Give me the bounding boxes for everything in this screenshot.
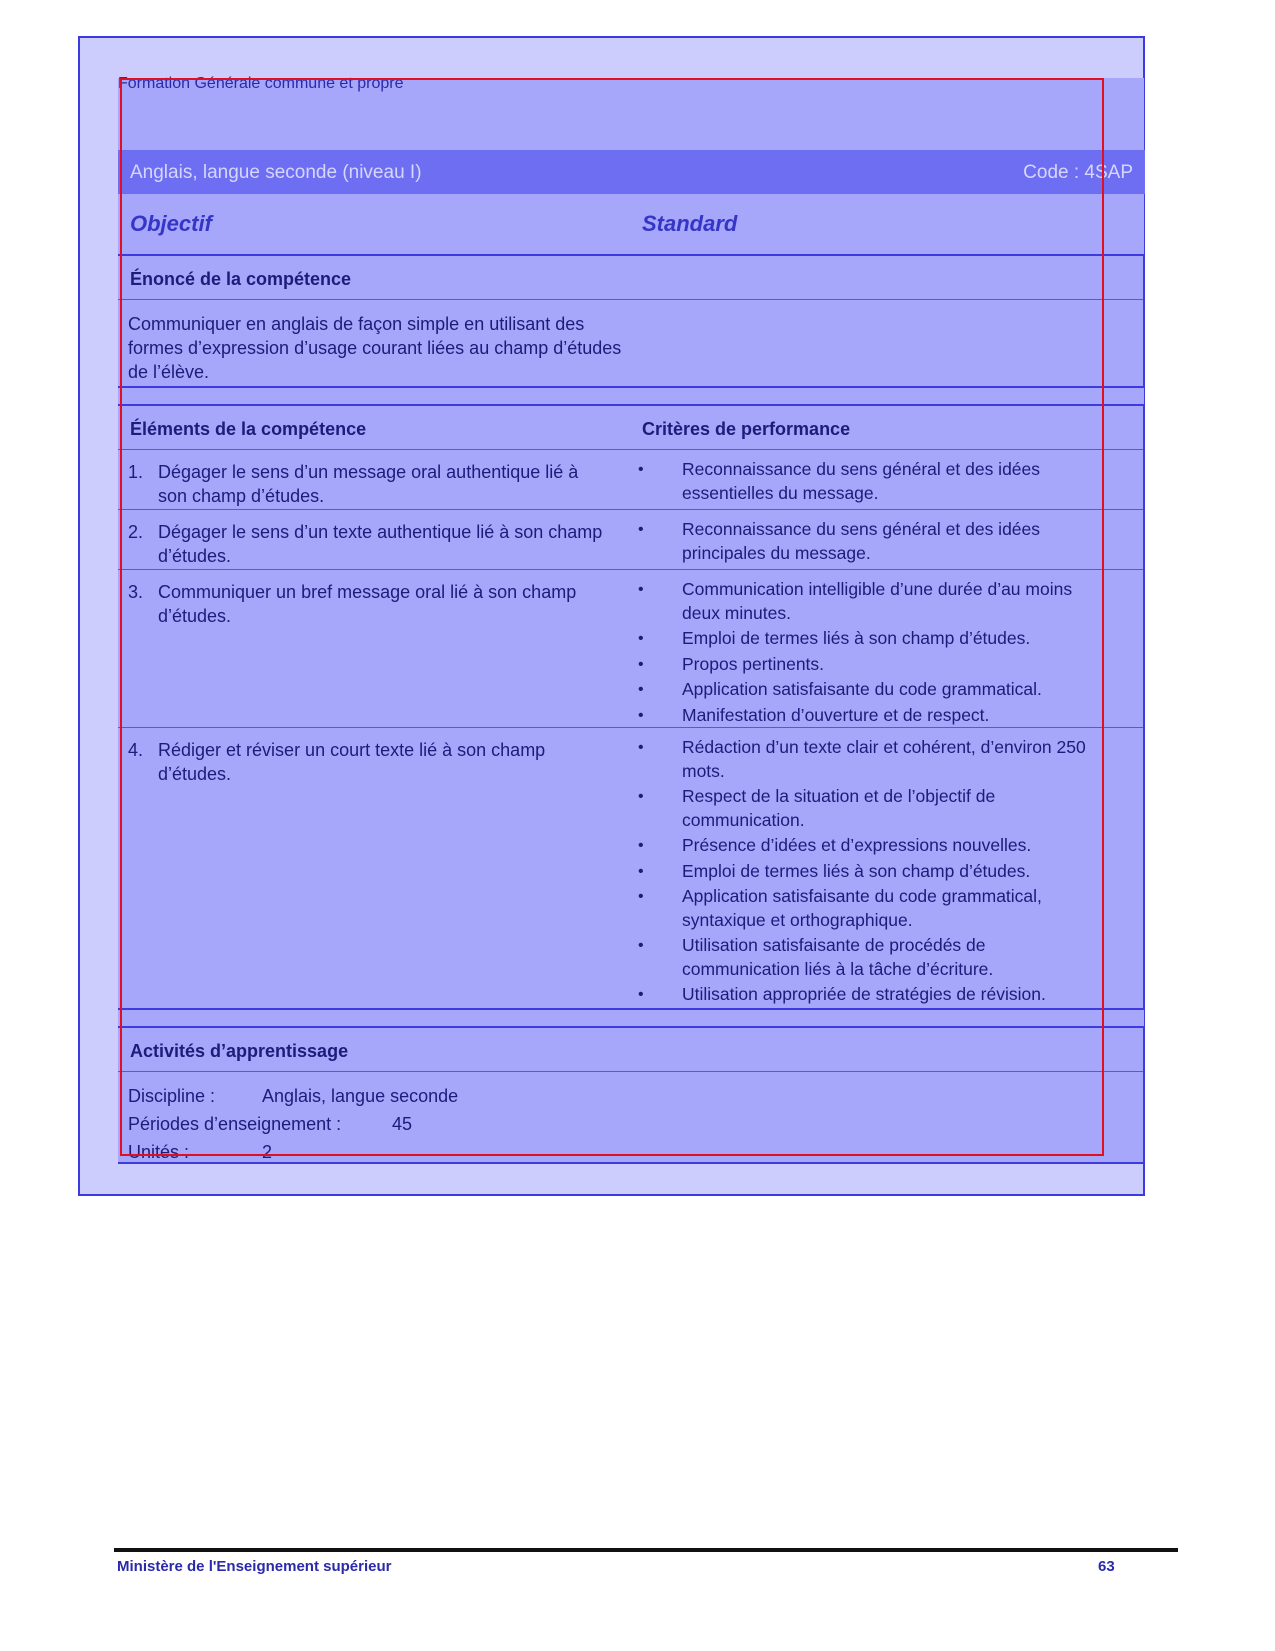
course-title-bar [118, 150, 1145, 194]
standard-heading: Standard [642, 211, 738, 236]
footer-rule [114, 1548, 1178, 1552]
element-row [118, 510, 1143, 570]
criterion-item [638, 678, 1108, 702]
criterion-item [638, 578, 1108, 625]
element-number: 3. [128, 582, 144, 602]
bullet-icon: • [638, 681, 644, 698]
activites-heading-row [118, 1028, 1143, 1072]
bullet-icon: • [638, 888, 644, 905]
criterion-text: Reconnaissance du sens général et des idées essentielles du message. [682, 459, 1041, 503]
criterion-text: Application satisfaisante du code grammatical, syntaxique et orthographique. [682, 886, 1042, 930]
criterion-text: Application satisfaisante du code grammatical. [682, 679, 1042, 699]
criterion-text: Reconnaissance du sens général et des idées principales du message. [682, 519, 1041, 563]
element-text: Rédiger et réviser un court texte lié à son champ d’études. [158, 740, 546, 784]
criterion-item [638, 627, 1108, 651]
element-number: 1. [128, 462, 144, 482]
discipline-label: Discipline : [128, 1086, 216, 1106]
periodes-value: 45 [392, 1114, 413, 1134]
criterion-item [638, 860, 1108, 884]
enonce-section [118, 254, 1145, 388]
unites-line [128, 1142, 272, 1163]
footer-ministry: Ministère de l'Enseignement supérieur [117, 1558, 392, 1575]
criterion-text: Rédaction d’un texte clair et cohérent, d’environ 250 mots. [682, 737, 1086, 781]
discipline-value: Anglais, langue seconde [262, 1086, 459, 1106]
criteria-list [638, 518, 1108, 567]
course-name: Anglais, langue seconde (niveau I) [130, 162, 422, 183]
bullet-icon: • [638, 581, 644, 598]
criterion-item [638, 653, 1108, 677]
element-rows [118, 450, 1143, 1004]
criteria-list [638, 458, 1108, 507]
criteria-heading: Critères de performance [642, 419, 851, 439]
criterion-item [638, 704, 1108, 728]
criterion-text: Utilisation satisfaisante de procédés de communication liés à la tâche d’écriture. [682, 935, 994, 979]
periodes-label: Périodes d’enseignement : [128, 1114, 342, 1134]
element-text: Dégager le sens d’un texte authentique lié à son champ d’études. [158, 522, 603, 566]
bullet-icon: • [638, 862, 644, 880]
element-text: Dégager le sens d’un message oral authentique lié à son champ d’études. [158, 462, 579, 506]
unites-label: Unités : [128, 1142, 190, 1162]
criterion-item [638, 834, 1108, 858]
elements-heading: Éléments de la compétence [130, 419, 367, 439]
criterion-text: Emploi de termes liés à son champ d’études. [682, 628, 1031, 648]
bullet-icon: • [638, 706, 644, 724]
criterion-text: Utilisation appropriée de stratégies de révision. [682, 984, 1046, 1004]
running-header: Formation Générale commune et propre [118, 75, 404, 92]
bullet-icon: • [638, 521, 644, 538]
criterion-item [638, 518, 1108, 565]
bullet-icon: • [638, 739, 644, 756]
criterion-text: Propos pertinents. [682, 653, 825, 674]
element-row [118, 450, 1143, 510]
elements-section [118, 404, 1145, 1010]
criterion-item [638, 983, 1108, 1007]
criterion-text: Respect de la situation et de l’objectif de communication. [682, 786, 996, 830]
criterion-text: Communication intelligible d’une durée d’au moins deux minutes. [682, 579, 1073, 623]
enonce-heading: Énoncé de la compétence [130, 269, 352, 289]
bullet-icon: • [638, 788, 644, 805]
criterion-item [638, 885, 1108, 932]
criteria-list [638, 578, 1108, 729]
bullet-icon: • [638, 655, 644, 673]
bullet-icon: • [638, 630, 644, 647]
bullet-icon: • [638, 986, 644, 1003]
criterion-item [638, 934, 1108, 981]
element-row [118, 728, 1143, 1004]
bullet-icon: • [638, 837, 644, 854]
criterion-text: Manifestation d’ouverture et de respect. [682, 704, 990, 725]
elements-heading-row [118, 406, 1143, 450]
criterion-text: Présence d’idées et d’expressions nouvelles. [682, 835, 1032, 855]
criterion-item [638, 736, 1108, 783]
activites-section [118, 1026, 1145, 1164]
objectif-heading: Objectif [130, 211, 212, 236]
enonce-text: Communiquer en anglais de façon simple en utilisant des formes d’expression d’usage courant liées au champ d’études de l’élève. [128, 314, 622, 382]
activites-heading: Activités d’apprentissage [130, 1041, 349, 1061]
bullet-icon: • [638, 461, 644, 478]
unites-value: 2 [262, 1142, 273, 1162]
element-number: 2. [128, 522, 144, 542]
periodes-line [128, 1114, 412, 1135]
enonce-heading-row [118, 256, 1143, 300]
criteria-list [638, 736, 1108, 1009]
criterion-item [638, 785, 1108, 832]
criterion-item [638, 458, 1108, 505]
element-row [118, 570, 1143, 728]
discipline-line [128, 1086, 458, 1107]
element-number: 4. [128, 740, 144, 760]
page-number: 63 [1098, 1558, 1115, 1575]
bullet-icon: • [638, 937, 644, 954]
criterion-text: Emploi de termes liés à son champ d’études. [682, 860, 1031, 881]
element-text: Communiquer un bref message oral lié à son champ d’études. [158, 582, 577, 626]
course-code: Code : 4SAP [1023, 162, 1133, 183]
